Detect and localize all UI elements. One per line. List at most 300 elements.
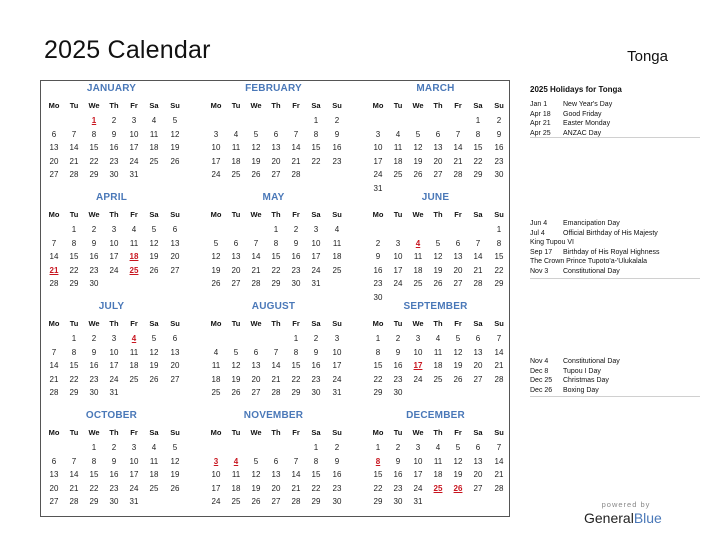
day-cell[interactable]: 21 <box>291 483 301 493</box>
day-cell[interactable]: 3 <box>131 116 137 125</box>
day-cell[interactable]: 7 <box>475 238 481 248</box>
day-cell[interactable]: 26 <box>170 156 180 166</box>
day-cell[interactable]: 2 <box>293 225 299 234</box>
day-cell[interactable]: 16 <box>291 252 301 261</box>
day-cell[interactable]: 6 <box>273 129 279 139</box>
day-cell[interactable]: 7 <box>51 238 57 248</box>
day-cell[interactable]: 17 <box>332 361 342 370</box>
day-cell[interactable]: 4 <box>151 443 157 452</box>
day-cell[interactable]: 24 <box>129 156 139 166</box>
day-cell[interactable]: 24 <box>311 265 321 275</box>
day-cell[interactable]: 9 <box>395 456 401 466</box>
day-cell[interactable]: 5 <box>213 238 219 248</box>
day-cell[interactable]: 3 <box>313 225 319 234</box>
day-cell[interactable]: 11 <box>332 238 342 248</box>
day-cell[interactable]: 5 <box>151 225 157 234</box>
day-cell[interactable]: 16 <box>109 470 119 479</box>
day-cell[interactable]: 30 <box>109 170 119 179</box>
day-cell[interactable]: 25 <box>393 170 403 179</box>
day-cell[interactable]: 4 <box>233 129 239 139</box>
day-cell[interactable]: 14 <box>251 252 261 261</box>
day-cell[interactable]: 3 <box>131 443 137 452</box>
day-cell[interactable]: 16 <box>393 470 403 479</box>
day-cell[interactable]: 1 <box>91 443 97 452</box>
day-cell[interactable]: 20 <box>453 265 463 275</box>
day-cell[interactable]: 27 <box>170 374 180 384</box>
day-cell[interactable]: 29 <box>89 170 99 179</box>
day-cell[interactable]: 24 <box>413 483 423 493</box>
holiday-day[interactable]: 21 <box>49 265 59 275</box>
day-cell[interactable]: 31 <box>129 170 139 179</box>
day-cell[interactable]: 21 <box>69 156 79 166</box>
day-cell[interactable]: 11 <box>149 129 159 139</box>
day-cell[interactable]: 5 <box>151 334 157 343</box>
day-cell[interactable]: 7 <box>71 456 77 466</box>
day-cell[interactable]: 7 <box>496 334 502 343</box>
day-cell[interactable]: 13 <box>170 238 180 248</box>
day-cell[interactable]: 17 <box>311 252 321 261</box>
day-cell[interactable]: 11 <box>433 456 443 466</box>
day-cell[interactable]: 3 <box>415 334 421 343</box>
day-cell[interactable]: 19 <box>453 361 463 370</box>
day-cell[interactable]: 1 <box>71 225 77 234</box>
day-cell[interactable]: 10 <box>332 347 342 357</box>
day-cell[interactable]: 27 <box>271 497 281 506</box>
day-cell[interactable]: 21 <box>251 265 261 275</box>
day-cell[interactable]: 24 <box>129 483 139 493</box>
day-cell[interactable]: 24 <box>109 374 119 384</box>
day-cell[interactable]: 8 <box>313 456 319 466</box>
day-cell[interactable]: 20 <box>170 252 180 261</box>
day-cell[interactable]: 23 <box>291 265 301 275</box>
day-cell[interactable]: 10 <box>413 456 423 466</box>
day-cell[interactable]: 14 <box>291 470 301 479</box>
day-cell[interactable]: 2 <box>91 334 97 343</box>
day-cell[interactable]: 4 <box>131 225 137 234</box>
day-cell[interactable]: 17 <box>413 470 423 479</box>
day-cell[interactable]: 8 <box>496 238 502 248</box>
day-cell[interactable]: 12 <box>453 347 463 357</box>
day-cell[interactable]: 11 <box>211 361 221 370</box>
day-cell[interactable]: 31 <box>129 497 139 506</box>
day-cell[interactable]: 25 <box>129 374 139 384</box>
day-cell[interactable]: 12 <box>413 143 423 152</box>
day-cell[interactable]: 17 <box>129 470 139 479</box>
day-cell[interactable]: 26 <box>413 170 423 179</box>
day-cell[interactable]: 15 <box>311 143 321 152</box>
day-cell[interactable]: 27 <box>473 374 483 384</box>
day-cell[interactable]: 19 <box>149 361 159 370</box>
day-cell[interactable]: 28 <box>49 388 59 397</box>
day-cell[interactable]: 1 <box>313 443 319 452</box>
day-cell[interactable]: 3 <box>111 225 117 234</box>
day-cell[interactable]: 13 <box>433 143 443 152</box>
day-cell[interactable]: 26 <box>149 374 159 384</box>
day-cell[interactable]: 27 <box>433 170 443 179</box>
day-cell[interactable]: 16 <box>332 143 342 152</box>
day-cell[interactable]: 14 <box>291 143 301 152</box>
day-cell[interactable]: 1 <box>375 334 381 343</box>
day-cell[interactable]: 8 <box>293 347 299 357</box>
day-cell[interactable]: 27 <box>453 279 463 288</box>
day-cell[interactable]: 23 <box>332 483 342 493</box>
day-cell[interactable]: 24 <box>413 374 423 384</box>
day-cell[interactable]: 20 <box>271 483 281 493</box>
day-cell[interactable]: 12 <box>433 252 443 261</box>
holiday-day[interactable]: 8 <box>375 456 381 466</box>
day-cell[interactable]: 12 <box>231 361 241 370</box>
day-cell[interactable]: 28 <box>291 170 301 179</box>
day-cell[interactable]: 16 <box>373 265 383 275</box>
day-cell[interactable]: 30 <box>393 388 403 397</box>
day-cell[interactable]: 26 <box>251 170 261 179</box>
day-cell[interactable]: 1 <box>293 334 299 343</box>
day-cell[interactable]: 2 <box>334 443 340 452</box>
day-cell[interactable]: 3 <box>213 129 219 139</box>
day-cell[interactable]: 10 <box>129 456 139 466</box>
day-cell[interactable]: 5 <box>233 347 239 357</box>
day-cell[interactable]: 9 <box>334 456 340 466</box>
day-cell[interactable]: 13 <box>473 347 483 357</box>
day-cell[interactable]: 6 <box>475 334 481 343</box>
holiday-day[interactable]: 25 <box>129 265 139 275</box>
day-cell[interactable]: 16 <box>332 470 342 479</box>
day-cell[interactable]: 5 <box>253 129 259 139</box>
day-cell[interactable]: 17 <box>393 265 403 275</box>
day-cell[interactable]: 7 <box>71 129 77 139</box>
day-cell[interactable]: 22 <box>69 374 79 384</box>
day-cell[interactable]: 5 <box>455 443 461 452</box>
day-cell[interactable]: 2 <box>334 116 340 125</box>
day-cell[interactable]: 18 <box>413 265 423 275</box>
day-cell[interactable]: 14 <box>494 456 504 466</box>
day-cell[interactable]: 17 <box>211 156 221 166</box>
day-cell[interactable]: 22 <box>291 374 301 384</box>
day-cell[interactable]: 19 <box>170 470 180 479</box>
day-cell[interactable]: 3 <box>375 129 381 139</box>
day-cell[interactable]: 9 <box>375 252 381 261</box>
day-cell[interactable]: 15 <box>373 361 383 370</box>
day-cell[interactable]: 10 <box>413 347 423 357</box>
day-cell[interactable]: 3 <box>415 443 421 452</box>
day-cell[interactable]: 22 <box>271 265 281 275</box>
day-cell[interactable]: 27 <box>473 483 483 493</box>
day-cell[interactable]: 25 <box>149 156 159 166</box>
day-cell[interactable]: 6 <box>172 225 178 234</box>
day-cell[interactable]: 8 <box>475 129 481 139</box>
day-cell[interactable]: 19 <box>453 470 463 479</box>
day-cell[interactable]: 15 <box>89 470 99 479</box>
day-cell[interactable]: 26 <box>149 265 159 275</box>
day-cell[interactable]: 22 <box>494 265 504 275</box>
day-cell[interactable]: 23 <box>311 374 321 384</box>
day-cell[interactable]: 24 <box>109 265 119 275</box>
day-cell[interactable]: 15 <box>473 143 483 152</box>
day-cell[interactable]: 31 <box>311 279 321 288</box>
day-cell[interactable]: 19 <box>251 483 261 493</box>
day-cell[interactable]: 2 <box>395 334 401 343</box>
day-cell[interactable]: 7 <box>293 456 299 466</box>
day-cell[interactable]: 30 <box>373 292 383 302</box>
day-cell[interactable]: 29 <box>494 279 504 288</box>
day-cell[interactable]: 12 <box>211 252 221 261</box>
day-cell[interactable]: 31 <box>373 183 383 193</box>
holiday-day[interactable]: 17 <box>413 361 423 370</box>
day-cell[interactable]: 25 <box>231 497 241 506</box>
day-cell[interactable]: 7 <box>273 347 279 357</box>
day-cell[interactable]: 1 <box>475 116 481 125</box>
day-cell[interactable]: 10 <box>109 238 119 248</box>
day-cell[interactable]: 8 <box>91 456 97 466</box>
day-cell[interactable]: 14 <box>453 143 463 152</box>
day-cell[interactable]: 29 <box>473 170 483 179</box>
day-cell[interactable]: 20 <box>49 483 59 493</box>
day-cell[interactable]: 11 <box>149 456 159 466</box>
day-cell[interactable]: 30 <box>291 279 301 288</box>
day-cell[interactable]: 9 <box>111 129 117 139</box>
day-cell[interactable]: 28 <box>251 279 261 288</box>
day-cell[interactable]: 23 <box>89 265 99 275</box>
day-cell[interactable]: 16 <box>393 361 403 370</box>
day-cell[interactable]: 9 <box>313 347 319 357</box>
day-cell[interactable]: 6 <box>475 443 481 452</box>
day-cell[interactable]: 1 <box>313 116 319 125</box>
day-cell[interactable]: 2 <box>375 238 381 248</box>
day-cell[interactable]: 27 <box>251 388 261 397</box>
day-cell[interactable]: 23 <box>373 279 383 288</box>
holiday-day[interactable]: 4 <box>415 238 421 248</box>
day-cell[interactable]: 7 <box>51 347 57 357</box>
day-cell[interactable]: 27 <box>231 279 241 288</box>
day-cell[interactable]: 28 <box>453 170 463 179</box>
day-cell[interactable]: 26 <box>170 483 180 493</box>
day-cell[interactable]: 13 <box>231 252 241 261</box>
day-cell[interactable]: 28 <box>291 497 301 506</box>
day-cell[interactable]: 4 <box>151 116 157 125</box>
day-cell[interactable]: 18 <box>433 470 443 479</box>
day-cell[interactable]: 24 <box>211 170 221 179</box>
day-cell[interactable]: 29 <box>69 388 79 397</box>
day-cell[interactable]: 6 <box>172 334 178 343</box>
day-cell[interactable]: 12 <box>453 456 463 466</box>
day-cell[interactable]: 17 <box>211 483 221 493</box>
day-cell[interactable]: 21 <box>49 374 59 384</box>
day-cell[interactable]: 15 <box>291 361 301 370</box>
day-cell[interactable]: 15 <box>271 252 281 261</box>
day-cell[interactable]: 26 <box>453 374 463 384</box>
day-cell[interactable]: 18 <box>393 156 403 166</box>
day-cell[interactable]: 10 <box>211 143 221 152</box>
day-cell[interactable]: 8 <box>375 347 381 357</box>
day-cell[interactable]: 4 <box>435 334 441 343</box>
day-cell[interactable]: 28 <box>69 170 79 179</box>
day-cell[interactable]: 16 <box>109 143 119 152</box>
day-cell[interactable]: 9 <box>91 238 97 248</box>
day-cell[interactable]: 22 <box>89 156 99 166</box>
day-cell[interactable]: 6 <box>455 238 461 248</box>
day-cell[interactable]: 27 <box>49 497 59 506</box>
day-cell[interactable]: 29 <box>311 497 321 506</box>
day-cell[interactable]: 5 <box>172 443 178 452</box>
day-cell[interactable]: 16 <box>89 252 99 261</box>
day-cell[interactable]: 9 <box>334 129 340 139</box>
day-cell[interactable]: 6 <box>253 347 259 357</box>
day-cell[interactable]: 15 <box>494 252 504 261</box>
day-cell[interactable]: 2 <box>91 225 97 234</box>
day-cell[interactable]: 15 <box>69 361 79 370</box>
day-cell[interactable]: 2 <box>395 443 401 452</box>
day-cell[interactable]: 11 <box>413 252 423 261</box>
day-cell[interactable]: 6 <box>51 456 57 466</box>
day-cell[interactable]: 10 <box>129 129 139 139</box>
day-cell[interactable]: 1 <box>375 443 381 452</box>
day-cell[interactable]: 1 <box>71 334 77 343</box>
day-cell[interactable]: 9 <box>293 238 299 248</box>
day-cell[interactable]: 15 <box>69 252 79 261</box>
day-cell[interactable]: 29 <box>271 279 281 288</box>
day-cell[interactable]: 15 <box>373 470 383 479</box>
holiday-day[interactable]: 26 <box>453 483 463 493</box>
day-cell[interactable]: 10 <box>311 238 321 248</box>
day-cell[interactable]: 6 <box>435 129 441 139</box>
day-cell[interactable]: 29 <box>373 497 383 506</box>
day-cell[interactable]: 19 <box>149 252 159 261</box>
day-cell[interactable]: 18 <box>149 470 159 479</box>
day-cell[interactable]: 10 <box>393 252 403 261</box>
day-cell[interactable]: 6 <box>51 129 57 139</box>
day-cell[interactable]: 13 <box>453 252 463 261</box>
holiday-day[interactable]: 18 <box>129 252 139 261</box>
generalblue-logo[interactable] <box>584 500 674 530</box>
day-cell[interactable]: 30 <box>311 388 321 397</box>
day-cell[interactable]: 11 <box>129 347 139 357</box>
day-cell[interactable]: 23 <box>393 483 403 493</box>
day-cell[interactable]: 29 <box>89 497 99 506</box>
day-cell[interactable]: 28 <box>494 483 504 493</box>
day-cell[interactable]: 26 <box>251 497 261 506</box>
holiday-day[interactable]: 4 <box>131 334 137 343</box>
day-cell[interactable]: 18 <box>231 156 241 166</box>
day-cell[interactable]: 23 <box>109 483 119 493</box>
day-cell[interactable]: 3 <box>334 334 340 343</box>
day-cell[interactable]: 19 <box>433 265 443 275</box>
day-cell[interactable]: 28 <box>271 388 281 397</box>
day-cell[interactable]: 20 <box>271 156 281 166</box>
day-cell[interactable]: 22 <box>373 483 383 493</box>
day-cell[interactable]: 23 <box>494 156 504 166</box>
day-cell[interactable]: 25 <box>433 374 443 384</box>
day-cell[interactable]: 1 <box>273 225 279 234</box>
day-cell[interactable]: 14 <box>49 361 59 370</box>
holiday-day[interactable]: 4 <box>233 456 239 466</box>
day-cell[interactable]: 17 <box>373 156 383 166</box>
day-cell[interactable]: 20 <box>433 156 443 166</box>
day-cell[interactable]: 12 <box>251 470 261 479</box>
day-cell[interactable]: 7 <box>253 238 259 248</box>
day-cell[interactable]: 24 <box>332 374 342 384</box>
day-cell[interactable]: 8 <box>91 129 97 139</box>
day-cell[interactable]: 20 <box>473 361 483 370</box>
day-cell[interactable]: 18 <box>149 143 159 152</box>
day-cell[interactable]: 30 <box>89 388 99 397</box>
day-cell[interactable]: 13 <box>49 470 59 479</box>
day-cell[interactable]: 13 <box>271 470 281 479</box>
day-cell[interactable]: 4 <box>213 347 219 357</box>
day-cell[interactable]: 5 <box>253 456 259 466</box>
day-cell[interactable]: 19 <box>211 265 221 275</box>
day-cell[interactable]: 20 <box>231 265 241 275</box>
day-cell[interactable]: 4 <box>334 225 340 234</box>
day-cell[interactable]: 30 <box>89 279 99 288</box>
day-cell[interactable]: 11 <box>393 143 403 152</box>
day-cell[interactable]: 14 <box>494 347 504 357</box>
day-cell[interactable]: 4 <box>435 443 441 452</box>
day-cell[interactable]: 4 <box>395 129 401 139</box>
day-cell[interactable]: 10 <box>211 470 221 479</box>
day-cell[interactable]: 12 <box>149 238 159 248</box>
day-cell[interactable]: 13 <box>473 456 483 466</box>
holiday-day[interactable]: 3 <box>213 456 219 466</box>
day-cell[interactable]: 9 <box>91 347 97 357</box>
day-cell[interactable]: 21 <box>453 156 463 166</box>
day-cell[interactable]: 13 <box>49 143 59 152</box>
day-cell[interactable]: 31 <box>332 388 342 397</box>
day-cell[interactable]: 30 <box>494 170 504 179</box>
day-cell[interactable]: 20 <box>473 470 483 479</box>
day-cell[interactable]: 22 <box>69 265 79 275</box>
day-cell[interactable]: 2 <box>496 116 502 125</box>
day-cell[interactable]: 29 <box>373 388 383 397</box>
holiday-day[interactable]: 1 <box>91 116 97 125</box>
day-cell[interactable]: 24 <box>211 497 221 506</box>
day-cell[interactable]: 18 <box>211 374 221 384</box>
day-cell[interactable]: 26 <box>231 388 241 397</box>
day-cell[interactable]: 25 <box>149 483 159 493</box>
day-cell[interactable]: 6 <box>233 238 239 248</box>
day-cell[interactable]: 27 <box>170 265 180 275</box>
day-cell[interactable]: 16 <box>494 143 504 152</box>
day-cell[interactable]: 5 <box>172 116 178 125</box>
day-cell[interactable]: 27 <box>271 170 281 179</box>
day-cell[interactable]: 25 <box>231 170 241 179</box>
day-cell[interactable]: 23 <box>393 374 403 384</box>
day-cell[interactable]: 20 <box>251 374 261 384</box>
day-cell[interactable]: 16 <box>89 361 99 370</box>
day-cell[interactable]: 25 <box>413 279 423 288</box>
day-cell[interactable]: 23 <box>89 374 99 384</box>
day-cell[interactable]: 9 <box>496 129 502 139</box>
day-cell[interactable]: 19 <box>170 143 180 152</box>
day-cell[interactable]: 22 <box>89 483 99 493</box>
day-cell[interactable]: 20 <box>170 361 180 370</box>
day-cell[interactable]: 30 <box>393 497 403 506</box>
day-cell[interactable]: 9 <box>395 347 401 357</box>
day-cell[interactable]: 10 <box>109 347 119 357</box>
day-cell[interactable]: 20 <box>49 156 59 166</box>
day-cell[interactable]: 25 <box>211 388 221 397</box>
day-cell[interactable]: 1 <box>496 225 502 234</box>
day-cell[interactable]: 13 <box>170 347 180 357</box>
day-cell[interactable]: 26 <box>211 279 221 288</box>
day-cell[interactable]: 11 <box>231 143 241 152</box>
day-cell[interactable]: 15 <box>311 470 321 479</box>
day-cell[interactable]: 28 <box>473 279 483 288</box>
day-cell[interactable]: 17 <box>109 361 119 370</box>
day-cell[interactable]: 12 <box>149 347 159 357</box>
day-cell[interactable]: 14 <box>69 143 79 152</box>
day-cell[interactable]: 3 <box>111 334 117 343</box>
day-cell[interactable]: 21 <box>494 361 504 370</box>
